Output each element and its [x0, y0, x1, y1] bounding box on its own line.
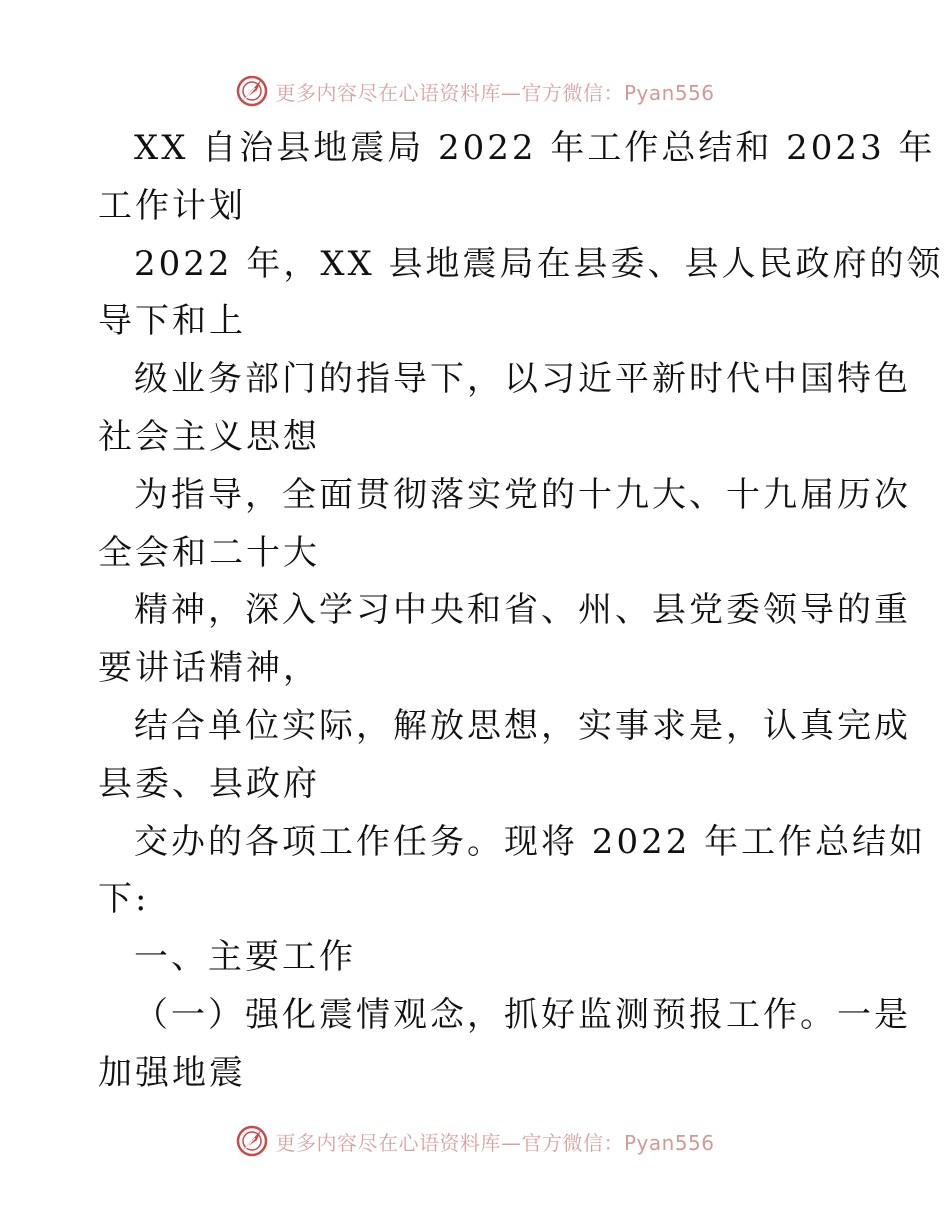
paragraph-line: 级业务部门的指导下，以习近平新时代中国特色	[134, 359, 911, 400]
watermark-text: 更多内容尽在心语资料库—官方微信：Pyan556	[275, 1130, 715, 1155]
paragraph-line: 要讲话精神，	[98, 648, 320, 689]
quill-circle-icon	[235, 1124, 269, 1158]
paragraph-line: 为指导，全面贯彻落实党的十九大、十九届历次	[134, 474, 911, 515]
watermark-text: 更多内容尽在心语资料库—官方微信：Pyan556	[275, 80, 715, 105]
paragraph-line: 导下和上	[98, 301, 246, 342]
paragraph-line: 社会主义思想	[98, 416, 320, 457]
paragraph-line: 精神，深入学习中央和省、州、县党委领导的重	[134, 590, 911, 631]
paragraph-line: 2022 年，XX 县地震局在县委、县人民政府的领	[134, 243, 944, 284]
paragraph-line: 县委、县政府	[98, 763, 320, 804]
paragraph-line: （一）强化震情观念，抓好监测预报工作。一是	[134, 994, 911, 1035]
quill-circle-icon	[235, 74, 269, 108]
paragraph-line: 结合单位实际，解放思想，实事求是，认真完成	[134, 705, 911, 746]
header-watermark	[0, 71, 950, 111]
paragraph-line: 下:	[98, 879, 150, 920]
paragraph-line: 交办的各项工作任务。现将 2022 年工作总结如	[134, 821, 927, 862]
paragraph-line: 加强地震	[98, 1052, 246, 1093]
paragraph-line: 工作计划	[98, 185, 246, 226]
document-body	[98, 120, 944, 1103]
paragraph-line: XX 自治县地震局 2022 年工作总结和 2023 年	[134, 128, 936, 168]
paragraph-line: 一、主要工作	[134, 937, 356, 978]
footer-watermark	[0, 1121, 950, 1161]
paragraph-line: 全会和二十大	[98, 532, 320, 573]
